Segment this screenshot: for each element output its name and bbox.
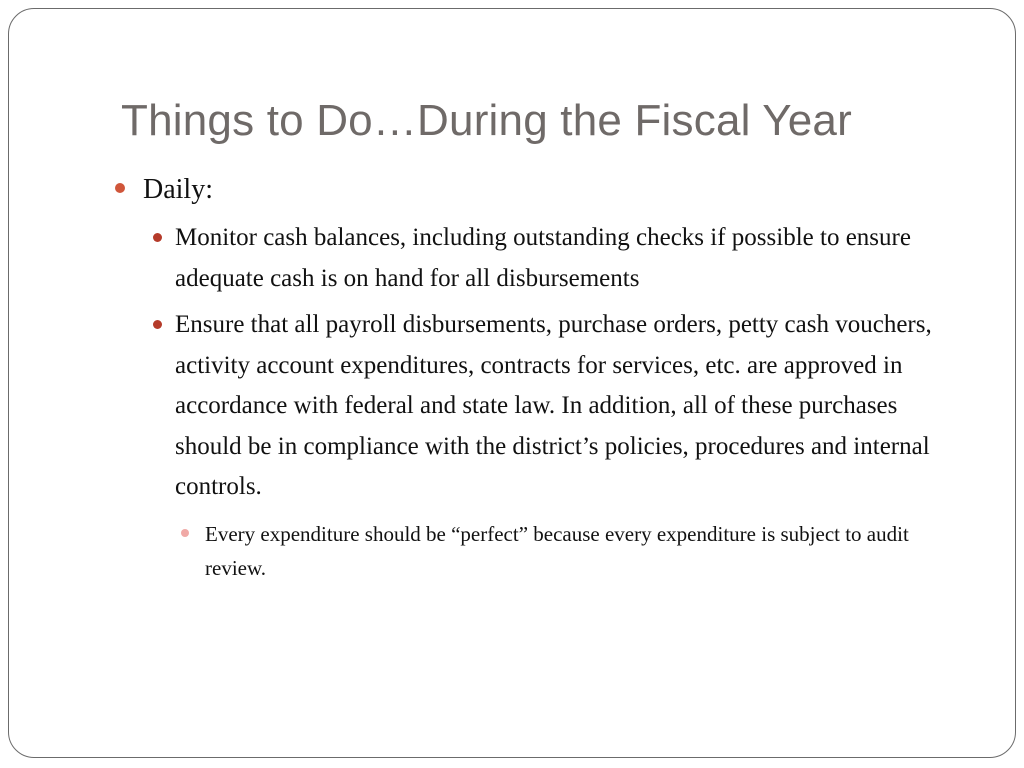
bullet-monitor-cash bbox=[175, 218, 965, 299]
bullet-text: Every expenditure should be “perfect” because every expenditure is subject to audit review. bbox=[205, 522, 909, 580]
bullet-ensure-approval bbox=[175, 305, 965, 508]
slide-title: Things to Do…During the Fiscal Year bbox=[121, 96, 852, 145]
bullet-dot-icon bbox=[115, 183, 125, 193]
bullet-daily bbox=[143, 172, 213, 208]
bullet-text: Daily: bbox=[143, 174, 213, 205]
bullet-text: Monitor cash balances, including outstanding checks if possible to ensure adequate cash is on hand for all disbursements bbox=[175, 224, 911, 292]
bullet-perfect-expenditure bbox=[205, 517, 925, 585]
bullet-dot-icon bbox=[181, 529, 189, 537]
bullet-dot-icon bbox=[153, 233, 162, 242]
bullet-text: Ensure that all payroll disbursements, purchase orders, petty cash vouchers, activity account expenditures, contracts for services, etc. are approved in accordance with federal and state law. In addition, all of these purchases should be in compliance with the district’s policies, procedures and internal controls. bbox=[175, 311, 932, 500]
bullet-dot-icon bbox=[153, 320, 162, 329]
